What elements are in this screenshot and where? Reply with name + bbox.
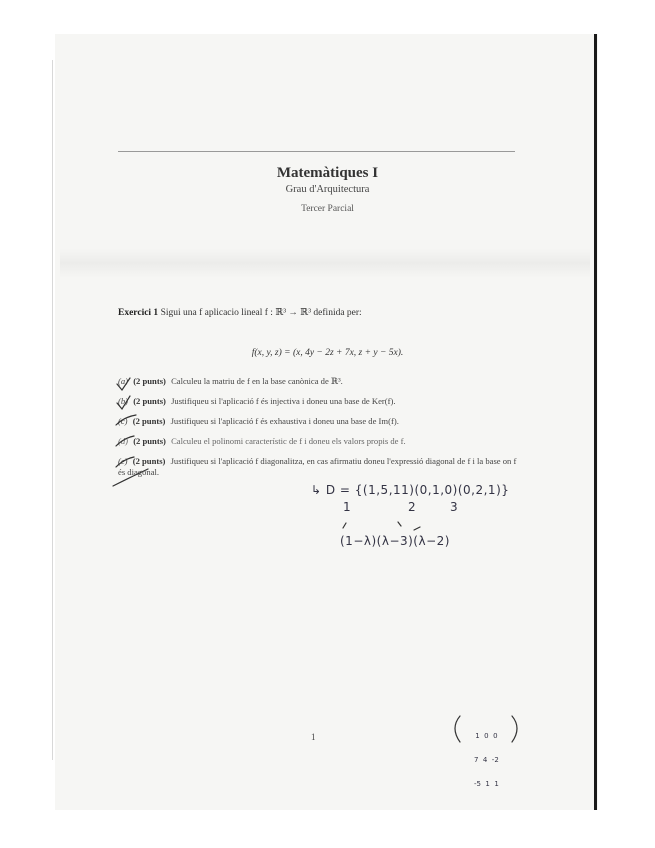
degree-subtitle: Grau d'Arquitectura	[285, 184, 370, 195]
item-text: Justifiqueu si l'aplicació f és injectiva i doneu una base de Ker(f).	[171, 396, 396, 406]
item-text: Calculeu el polinomi característic de f i doneu els valors propis de f.	[171, 436, 406, 446]
item-points: (2 punts)	[133, 436, 166, 446]
stroke-e	[116, 457, 134, 467]
tick-3	[414, 527, 420, 530]
item-text: Calculeu la matriu de f en la base canònica de ℝ³.	[171, 376, 343, 386]
matrix-left-paren	[455, 716, 460, 742]
checkmark-a	[117, 378, 130, 390]
matrix-row: 1 0 0	[475, 732, 498, 740]
item-text: Justifiqueu si l'aplicació f diagonalitza, en cas afirmatiu doneu l'expressió diagonal de f i la base on f és diagonal.	[118, 456, 517, 477]
item-label: (c)	[118, 416, 128, 426]
item-points: (2 punts)	[133, 396, 166, 406]
handwritten-eigen-3: 3	[450, 500, 458, 514]
tick-2	[398, 522, 401, 526]
item-points: (2 punts)	[133, 376, 166, 386]
matrix-row: -5 1 1	[474, 780, 499, 788]
item-points: (2 punts)	[132, 456, 166, 466]
function-formula: f(x, y, z) = (x, 4y − 2z + 7x, z + y − 5x).	[251, 348, 404, 358]
stroke-e2	[113, 469, 148, 486]
item-points: (2 punts)	[132, 416, 166, 426]
handwritten-matrix	[474, 716, 499, 796]
page-number: 1	[311, 732, 316, 742]
matrix-row: 7 4 -2	[474, 756, 499, 764]
exercise-text: Sigui una f aplicacio lineal f : ℝ³ → ℝ³ definida per:	[160, 308, 362, 318]
checkmark-b	[117, 396, 130, 409]
exercise-label: Exercici 1	[118, 308, 159, 318]
stroke-c	[116, 415, 136, 425]
handwritten-charpoly: (1−λ)(λ−3)(λ−2)	[340, 534, 450, 548]
matrix-right-paren	[512, 716, 517, 742]
item-label: (b)	[118, 396, 129, 406]
course-title: Matemàtiques I	[276, 165, 379, 181]
item-label: (d)	[118, 436, 129, 446]
handwritten-eigen-1: 1	[343, 500, 351, 514]
item-label: (a)	[118, 376, 129, 386]
handwritten-basis: ↳ D = {(1,5,11)(0,1,0)(0,2,1)}	[311, 483, 510, 497]
tick-1	[343, 523, 346, 528]
handwritten-eigen-2: 2	[408, 500, 416, 514]
item-label: (e)	[118, 456, 128, 466]
item-text: Justifiqueu si l'aplicació f és exhaustiva i doneu una base de Im(f).	[170, 416, 399, 426]
exam-name: Tercer Parcial	[301, 204, 354, 214]
stroke-d	[116, 436, 134, 446]
